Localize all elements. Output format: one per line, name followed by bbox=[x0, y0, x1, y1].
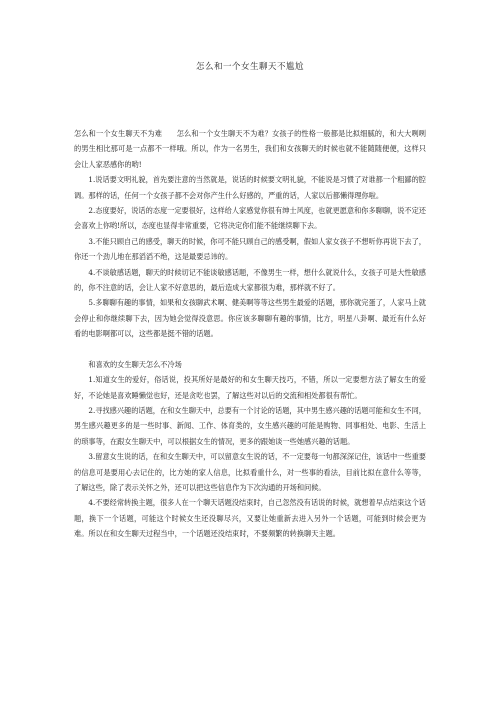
section-tip-paragraph-1: 1.知道女生的爱好，俗话说，投其所好是最好的和女生聊天技巧，不错，所以一定要想方法了解女生的爱好，不论她是喜欢睡懒觉也好，还是贪吃也罢，了解这些对以后的交流和相处都很有帮忙。 bbox=[74, 375, 426, 400]
section-tip-paragraph-3: 3.留意女生说的话，在和女生聊天中，可以留意女生说的话，不一定要每一句都深深记住，该话中一些重要的信息可是要用心去记住的，比方她的家人信息，比拟看重什么，对一些事的看法，目前比拟在意什么等等，了解这些，除了表示关怀之外，还可以把这些信息作为下次沟通的开场和问候。 bbox=[74, 452, 426, 492]
intro-paragraph: 怎么和一个女生聊天不为难 怎么和一个女生聊天不为难？女孩子的性格一般都是比拟细腻的，和大大咧咧的男生相比那可是一点都不一样哦。所以，作为一名男生，我们和女孩聊天的时候也就不能随随便便，这样只会让人家恶感你的哟! bbox=[74, 129, 426, 169]
tip-paragraph-2: 2.态度要好，说话的态度一定要很好，这样给人家感觉你很有绅士风度，也就更愿意和你多聊聊，说不定还会喜欢上你哟!所以，态度也显得非常重要，它将决定你们能不能继续聊下去。 bbox=[74, 206, 426, 231]
tip-paragraph-4: 4.不谈敏感话题，聊天的时候切记不能谈敏感话题，不像男生一样，想什么就说什么，女孩子可是大性敏感的，你不注意的话，会让人家不好意思的，最后造成大家都很为难，那样就不好了。 bbox=[74, 267, 426, 293]
section-heading: 和喜欢的女生聊天怎么不冷场 bbox=[88, 359, 182, 369]
document-title: 怎么和一个女生聊天不尴尬 bbox=[195, 62, 304, 72]
section-tip-paragraph-2: 2.寻找感兴趣的话题，在和女生聊天中，总要有一个讨论的话题，其中男生感兴趣的话题可能和女生不同，男生感兴趣更多的是一些时事、新闻、工作、体育类的，女生感兴趣的可能是购物、同事相处、电影、生活上的琐事等，在跟女生聊天中，可以根据女生的情况，更多的跟她谈一些她感兴趣的话题。 bbox=[74, 405, 426, 446]
document-body bbox=[74, 126, 426, 542]
tip-paragraph-5: 5.多聊聊有趣的事情，如果和女孩聊武术啊、健美啊等等这些男生最爱的话题，那你就完蛋了，人家马上就会停止和你继续聊下去，因为她会觉得没意思。你应该多聊聊有趣的事情，比方，明星八卦啊、最近有什么好看的电影啊都可以，这些都是挺不错的话题。 bbox=[74, 298, 426, 339]
tip-paragraph-3: 3.不能只顾自己的感受，聊天的时候，你可不能只顾自己的感受啊，假如人家女孩子不想听你再说下去了，你还一个劲儿地在那滔滔不绝，这是最要忌讳的。 bbox=[74, 236, 426, 262]
section-tip-paragraph-4: 4.不要经常转换主题，很多人在一个聊天话题没结束时，自己忽然没有话说的时候，就想着早点结束这个话题，换下一个话题，可能这个时候女生还没聊尽兴，又要让她重新去进入另外一个话题，可能到时候会更为难。所以在和女生聊天过程当中，一个话题还没结束时，不要频繁的转换聊天主题。 bbox=[74, 498, 426, 539]
tip-paragraph-1: 1.说话要文明礼貌，首先要注意的当然就是，说话的时候要文明礼貌，不能说是习惯了对谁都一个粗鄙的腔调。那样的话，任何一个女孩子都不会对你产生什么好感的，严重的话，人家以后都懒得理你啦。 bbox=[74, 175, 426, 200]
